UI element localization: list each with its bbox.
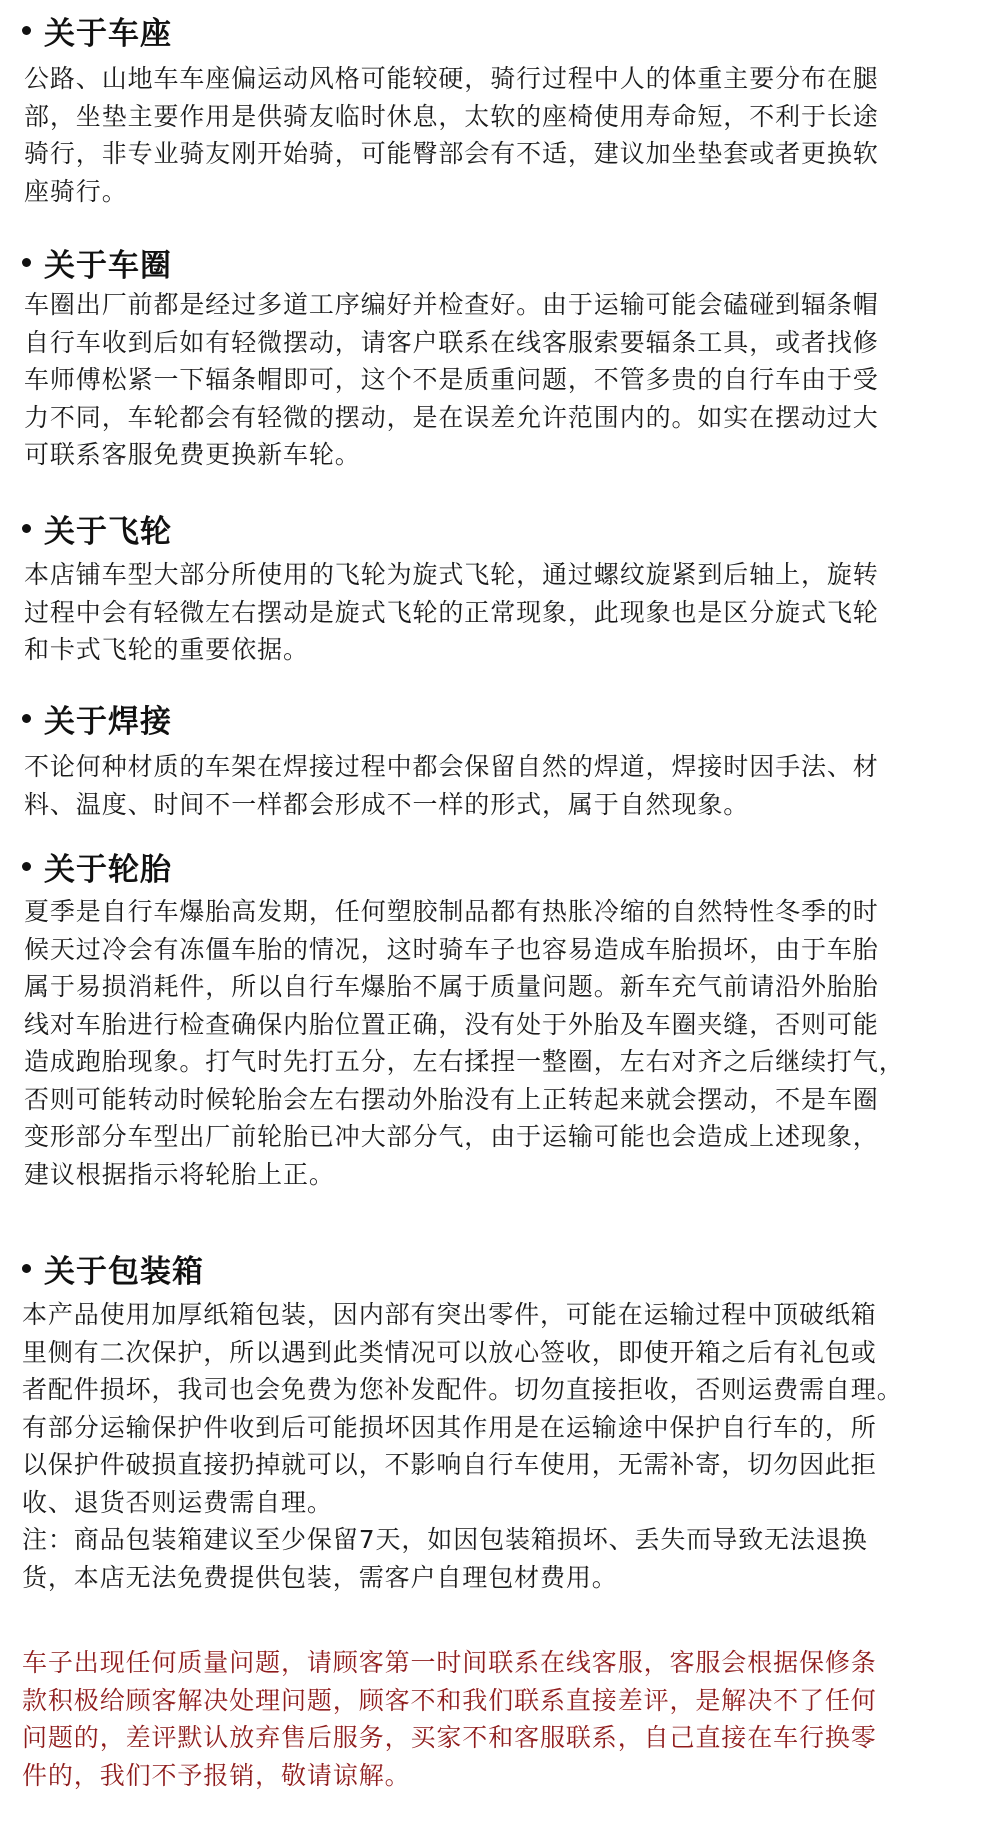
text-line: 车圈出厂前都是经过多道工序编好并检查好。由于运输可能会磕碰到辐条帽 (24, 290, 879, 319)
bullet-icon (22, 862, 31, 871)
section-heading-seat (0, 4, 172, 56)
section-heading-rim (0, 236, 172, 288)
text-line: 本店铺车型大部分所使用的飞轮为旋式飞轮，通过螺纹旋紧到后轴上，旋转 (24, 560, 879, 589)
text-line: 里侧有二次保护，所以遇到此类情况可以放心签收，即使开箱之后有礼包或 (22, 1337, 877, 1367)
text-line: 变形部分车型出厂前轮胎已冲大部分气，由于运输可能也会造成上述现象， (24, 1122, 879, 1151)
section-heading-freewheel (0, 502, 172, 554)
text-line: 者配件损坏，我司也会免费为您补发配件。切勿直接拒收，否则运费需自理。 (22, 1375, 903, 1404)
section-heading-packaging (0, 1242, 204, 1294)
section-body-welding (24, 748, 974, 823)
section-title: 关于车圈 (44, 247, 172, 284)
text-line: 注：商品包装箱建议至少保留7天，如因包装箱损坏、丢失而导致无法退换 (22, 1525, 868, 1554)
text-line: 造成跑胎现象。打气时先打五分，左右揉捏一整圈，左右对齐之后继续打气， (24, 1047, 905, 1076)
text-line: 骑行，非专业骑友刚开始骑，可能臀部会有不适，建议加坐垫套或者更换软 (24, 139, 879, 168)
text-line: 可联系客服免费更换新车轮。 (24, 440, 361, 469)
section-body-rim (24, 286, 974, 474)
after-sales-notice (22, 1644, 972, 1794)
bullet-icon (22, 26, 31, 35)
text-line: 夏季是自行车爆胎高发期，任何塑胶制品都有热胀冷缩的自然特性冬季的时 (24, 897, 879, 926)
text-line: 公路、山地车车座偏运动风格可能较硬，骑行过程中人的体重主要分布在腿 (24, 64, 879, 93)
text-line: 以保护件破损直接扔掉就可以，不影响自行车使用，无需补寄，切勿因此拒 (22, 1450, 877, 1479)
text-line: 力不同，车轮都会有轻微的摆动，是在误差允许范围内的。如实在摆动过大 (24, 402, 879, 432)
text-line: 本产品使用加厚纸箱包装，因内部有突出零件，可能在运输过程中顶破纸箱 (22, 1300, 877, 1329)
section-title: 关于包装箱 (44, 1253, 204, 1290)
text-line: 线对车胎进行检查确保内胎位置正确，没有处于外胎及车圈夹缝，否则可能 (24, 1009, 879, 1039)
notice-line: 问题的，差评默认放弃售后服务，买家不和客服联系，自己直接在车行换零 (22, 1723, 877, 1752)
notice-line: 件的，我们不予报销，敬请谅解。 (22, 1760, 411, 1790)
bullet-icon (22, 258, 31, 267)
section-heading-tire (0, 840, 172, 892)
text-line: 部，坐垫主要作用是供骑友临时休息，太软的座椅使用寿命短，不利于长途 (24, 101, 879, 131)
text-line: 座骑行。 (24, 176, 128, 206)
text-line: 收、退货否则运费需自理。 (22, 1487, 333, 1517)
section-title: 关于轮胎 (44, 851, 172, 888)
bullet-icon (22, 524, 31, 533)
text-line: 料、温度、时间不一样都会形成不一样的形式，属于自然现象。 (24, 789, 750, 819)
section-body-freewheel (24, 556, 974, 669)
bullet-icon (22, 714, 31, 723)
text-line: 不论何种材质的车架在焊接过程中都会保留自然的焊道，焊接时因手法、材 (24, 752, 879, 781)
notice-line: 款积极给顾客解决处理问题，顾客不和我们联系直接差评，是解决不了任何 (22, 1685, 877, 1715)
notice-line: 车子出现任何质量问题，请顾客第一时间联系在线客服，客服会根据保修条 (22, 1648, 877, 1677)
text-line: 车师傅松紧一下辐条帽即可，这个不是质重问题，不管多贵的自行车由于受 (24, 365, 879, 394)
bullet-icon (22, 1264, 31, 1273)
text-line: 建议根据指示将轮胎上正。 (24, 1159, 335, 1189)
text-line: 属于易损消耗件，所以自行车爆胎不属于质量问题。新车充气前请沿外胎胎 (24, 972, 879, 1001)
text-line: 有部分运输保护件收到后可能损坏因其作用是在运输途中保护自行车的，所 (22, 1412, 877, 1442)
section-body-tire (24, 893, 974, 1193)
text-line: 候天过冷会有冻僵车胎的情况，这时骑车子也容易造成车胎损坏，由于车胎 (24, 934, 879, 964)
text-line: 过程中会有轻微左右摆动是旋式飞轮的正常现象，此现象也是区分旋式飞轮 (24, 597, 879, 627)
section-heading-welding (0, 692, 172, 744)
text-line: 和卡式飞轮的重要依据。 (24, 635, 309, 664)
section-title: 关于飞轮 (44, 513, 172, 550)
section-body-packaging (22, 1296, 972, 1596)
text-line: 自行车收到后如有轻微摆动，请客户联系在线客服索要辐条工具，或者找修 (24, 327, 879, 357)
section-body-seat (24, 60, 974, 210)
text-line: 货，本店无法免费提供包装，需客户自理包材费用。 (22, 1562, 618, 1592)
section-title: 关于焊接 (44, 703, 172, 740)
text-line: 否则可能转动时候轮胎会左右摆动外胎没有上正转起来就会摆动，不是车圈 (24, 1084, 879, 1114)
section-title: 关于车座 (44, 15, 172, 52)
